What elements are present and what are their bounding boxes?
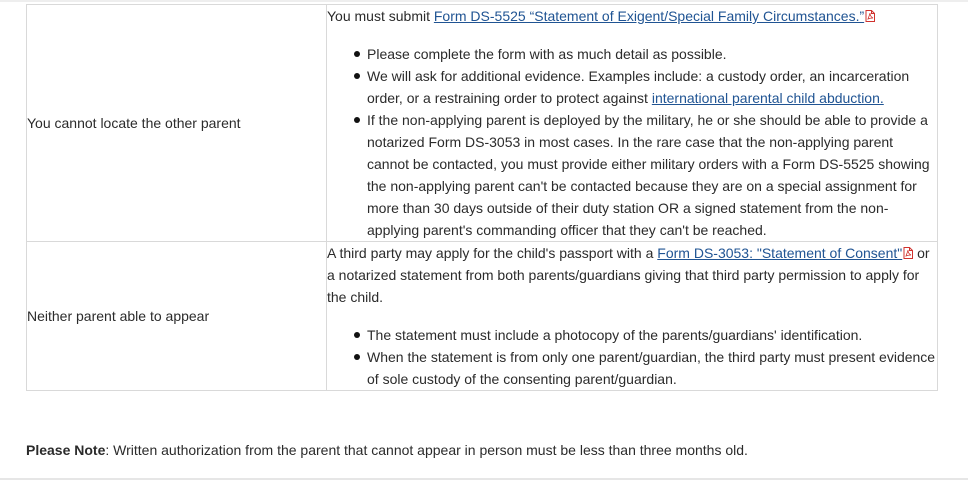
situation-label: Neither parent able to appear	[27, 308, 210, 324]
list-item-text: We will ask for additional evidence. Examples include: a custody order, an incarceration order, or a restraining order to protect against	[367, 68, 910, 106]
requirement-cell	[327, 5, 938, 242]
requirement-list	[327, 324, 937, 390]
situation-label: You cannot locate the other parent	[27, 115, 241, 131]
pdf-file-icon	[903, 247, 913, 259]
requirement-intro	[327, 5, 937, 27]
requirement-intro	[327, 242, 937, 308]
intro-text: or a notarized statement from both parents/guardians giving that third party permission to apply for the child.	[327, 245, 930, 305]
situations-table	[26, 4, 938, 391]
requirement-cell	[327, 242, 938, 391]
table-row	[27, 242, 938, 391]
intro-text: A third party may apply for the child's passport with a	[327, 245, 658, 261]
note-label: Please Note	[26, 442, 106, 458]
bottom-divider	[0, 478, 968, 480]
list-item: Please complete the form with as much detail as possible.	[367, 43, 937, 65]
top-divider	[0, 0, 968, 2]
form-ds5525-link[interactable]: Form DS-5525 “Statement of Exigent/Special Family Circumstances.”	[433, 8, 865, 24]
list-item: When the statement is from only one parent/guardian, the third party must present evidence of sole custody of the consenting parent/guardian.	[367, 346, 937, 390]
note-text: : Written authorization from the parent that cannot appear in person must be less than three months old.	[105, 442, 748, 458]
table-row	[27, 5, 938, 242]
pdf-file-icon	[865, 10, 875, 22]
please-note	[26, 439, 946, 461]
list-item	[367, 65, 937, 109]
form-ds3053-link[interactable]: Form DS-3053: "Statement of Consent"	[657, 245, 903, 261]
situation-cell	[27, 242, 327, 391]
situation-cell	[27, 5, 327, 242]
list-item: If the non-applying parent is deployed by the military, he or she should be able to provide a notarized Form DS-3053 in most cases. In the rare case that the non-applying parent cannot be contacted, you must provide either military orders with a Form DS-5525 showing the non-applying parent can't be contacted because they are on a special assignment for more than 30 days outside of their duty station OR a signed statement from the non-applying parent's commanding officer that they can't be reached.	[367, 109, 937, 241]
list-item: The statement must include a photocopy of the parents/guardians' identification.	[367, 324, 937, 346]
intro-text: You must submit	[327, 8, 434, 24]
abduction-link[interactable]: international parental child abduction.	[651, 90, 884, 106]
requirement-list	[327, 43, 937, 241]
